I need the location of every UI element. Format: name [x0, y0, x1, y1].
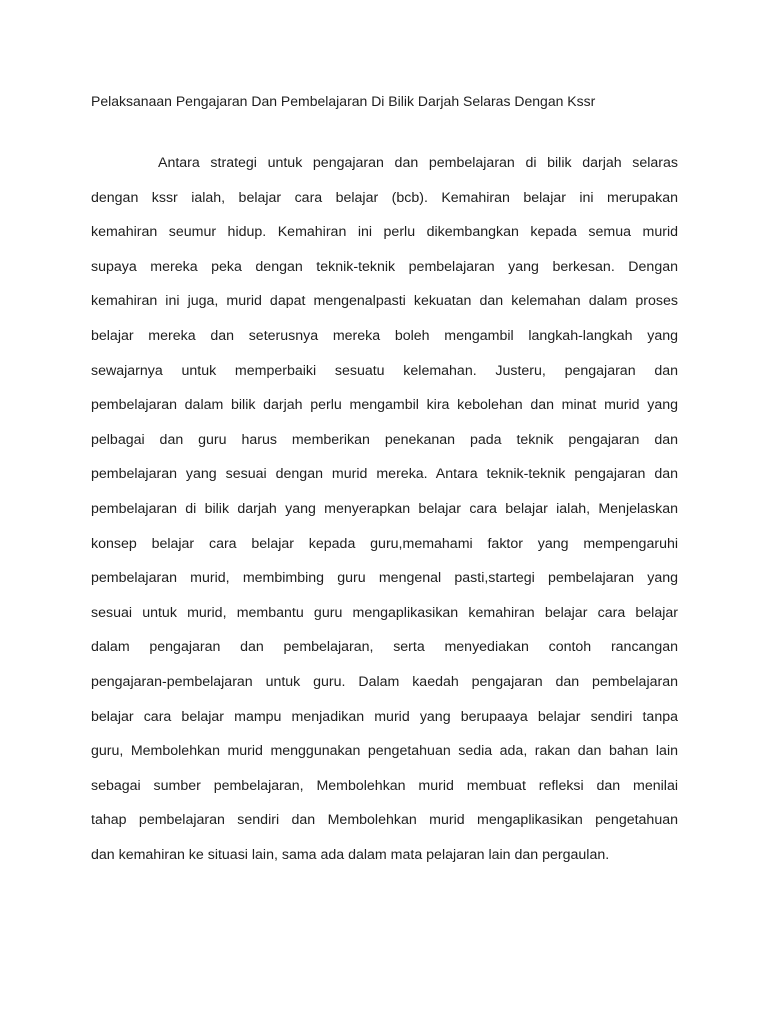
paragraph-line: kemahiran ini juga, murid dapat mengenalpasti kekuatan dan kelemahan dalam proses — [91, 293, 678, 310]
paragraph-line: sewajarnya untuk memperbaiki sesuatu kelemahan. Justeru, pengajaran dan — [91, 362, 678, 379]
paragraph-line: belajar cara belajar mampu menjadikan murid yang berupaaya belajar sendiri tanpa — [91, 708, 678, 725]
paragraph-line: sesuai untuk murid, membantu guru mengaplikasikan kemahiran belajar cara belajar — [91, 604, 678, 621]
paragraph-line: pengajaran-pembelajaran untuk guru. Dalam kaedah pengajaran dan pembelajaran — [91, 673, 678, 690]
paragraph-line: pembelajaran di bilik darjah yang menyerapkan belajar cara belajar ialah, Menjelaskan — [91, 500, 678, 517]
paragraph-line: pembelajaran yang sesuai dengan murid mereka. Antara teknik-teknik pengajaran dan — [91, 466, 678, 483]
paragraph-line: guru, Membolehkan murid menggunakan pengetahuan sedia ada, rakan dan bahan lain — [91, 743, 678, 760]
paragraph-line: tahap pembelajaran sendiri dan Membolehkan murid mengaplikasikan pengetahuan — [91, 812, 678, 829]
paragraph-line: dalam pengajaran dan pembelajaran, serta menyediakan contoh rancangan — [91, 639, 678, 656]
paragraph-line: pembelajaran dalam bilik darjah perlu mengambil kira kebolehan dan minat murid yang — [91, 397, 678, 414]
paragraph-line: dengan kssr ialah, belajar cara belajar (bcb). Kemahiran belajar ini merupakan — [91, 189, 678, 206]
paragraph-line: kemahiran seumur hidup. Kemahiran ini perlu dikembangkan kepada semua murid — [91, 224, 678, 241]
paragraph-line: Antara strategi untuk pengajaran dan pembelajaran di bilik darjah selaras — [158, 155, 678, 171]
paragraph-line: supaya mereka peka dengan teknik-teknik pembelajaran yang berkesan. Dengan — [91, 258, 678, 275]
paragraph-line: pembelajaran murid, membimbing guru mengenal pasti,startegi pembelajaran yang — [91, 570, 678, 587]
document-title: Pelaksanaan Pengajaran Dan Pembelajaran Di Bilik Darjah Selaras Dengan Kssr — [91, 93, 596, 109]
body-paragraph — [91, 153, 678, 879]
paragraph-line: dan kemahiran ke situasi lain, sama ada dalam mata pelajaran lain dan pergaulan. — [91, 846, 610, 863]
paragraph-line: sebagai sumber pembelajaran, Membolehkan murid membuat refleksi dan menilai — [91, 777, 678, 794]
paragraph-line: belajar mereka dan seterusnya mereka boleh mengambil langkah-langkah yang — [91, 327, 678, 344]
paragraph-line: pelbagai dan guru harus memberikan penekanan pada teknik pengajaran dan — [91, 431, 678, 448]
paragraph-line: konsep belajar cara belajar kepada guru,memahami faktor yang mempengaruhi — [91, 535, 678, 552]
